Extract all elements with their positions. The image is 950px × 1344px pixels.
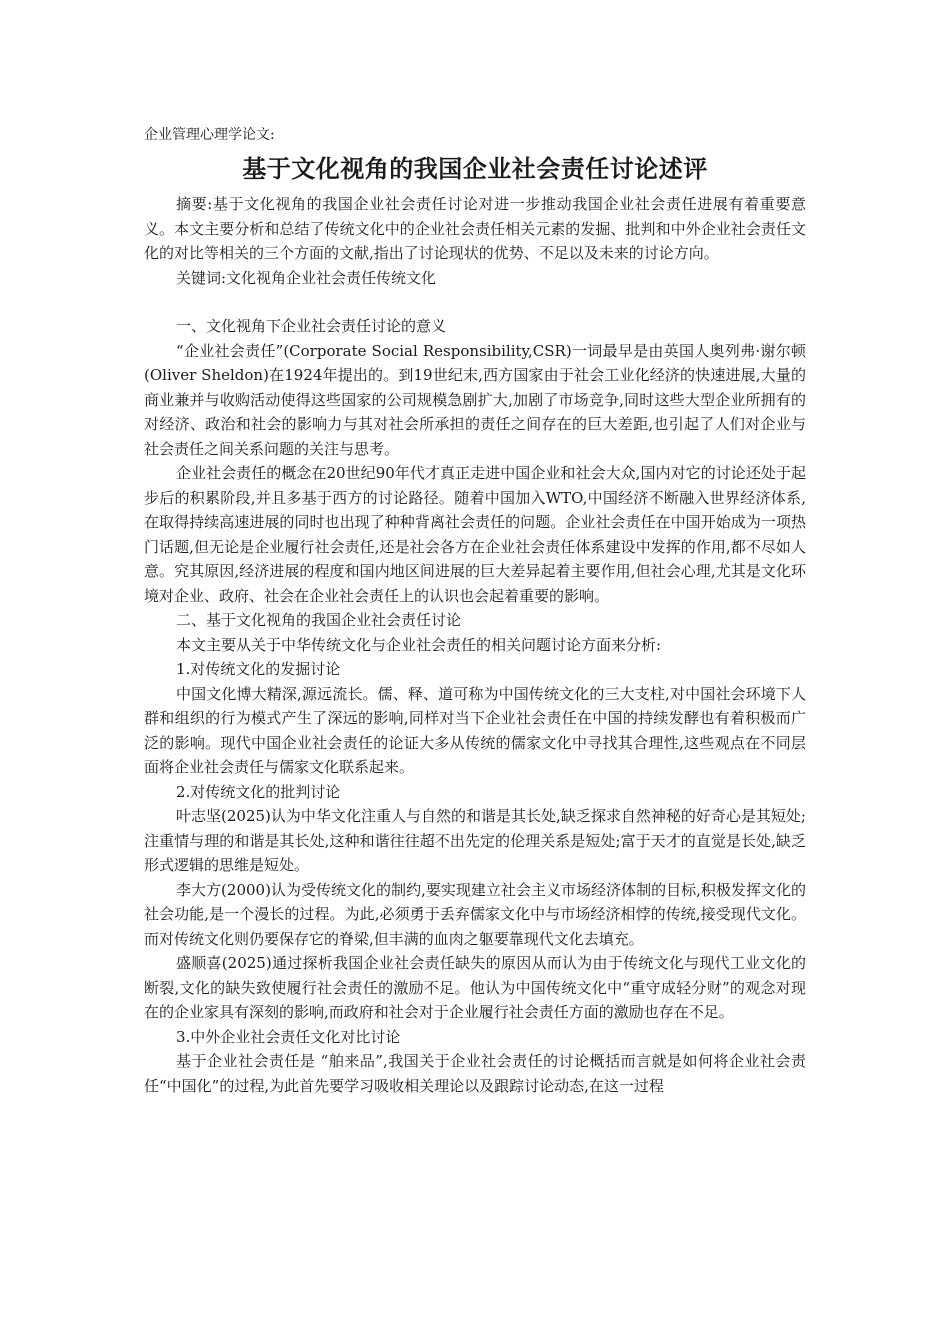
subsection-2-paragraph-3: 盛顺喜(2025)通过探析我国企业社会责任缺失的原因从而认为由于传统文化与现代工业文化的断裂,文化的缺失致使履行社会责任的激励不足。他认为中国传统文化中“重守成轻分财”的观念对现在的企业家具有深刻的影响,而政府和社会对于企业履行社会责任方面的激励也存在不足。	[144, 954, 806, 1021]
section-2-intro: 本文主要从关于中华传统文化与企业社会责任的相关问题讨论方面来分析:	[176, 635, 662, 654]
section-1-heading: 一、文化视角下企业社会责任讨论的意义	[176, 317, 447, 335]
blank-line	[144, 290, 806, 314]
section-1-paragraph-2: 企业社会责任的概念在20世纪90年代才真正走进中国企业和社会大众,国内对它的讨论还处于起步后的积累阶段,并且多基于西方的讨论路径。随着中国加入WTO,中国经济不断融入世界经济体系,在取得持续高速进展的同时也出现了种种背离社会责任的问题。企业社会责任在中国开始成为一项热门话题,但无论是企业履行社会责任,还是社会各方在企业社会责任体系建设中发挥的作用,都不尽如人意。究其原因,经济进展的程度和国内地区间进展的巨大差异起着主要作用,但社会心理,尤其是文化环境对企业、政府、社会在企业社会责任上的认识也会起着重要的影响。	[144, 464, 806, 605]
abstract-paragraph: 摘要:基于文化视角的我国企业社会责任讨论对进一步推动我国企业社会责任进展有着重要意义。本文主要分析和总结了传统文化中的企业社会责任相关元素的发掘、批判和中外企业社会责任文化的对比等相关的三个方面的文献,指出了讨论现状的优势、不足以及未来的讨论方向。	[144, 195, 806, 262]
section-1-paragraph-1: “企业社会责任”(Corporate Social Responsibility,CSR)一词最早是由英国人奥列弗·谢尔顿(Oliver Sheldon)在1924年提出的。到19世纪末,西方国家由于社会工业化经济的快速进展,大量的商业兼并与收购活动使得这些国家的公司规模急剧扩大,加剧了市场竞争,同时这些大型企业所拥有的对经济、政治和社会的影响力与其对社会所承担的责任之间存在的巨大差距,也引起了人们对企业与社会责任之间关系问题的关注与思考。	[144, 341, 806, 458]
subsection-2-paragraph-1: 叶志坚(2025)认为中华文化注重人与自然的和谐是其长处,缺乏探求自然神秘的好奇心是其短处;注重情与理的和谐是其长处,这种和谐往往超不出先定的伦理关系是短处;富于天才的直觉是长处,缺乏形式逻辑的思维是短处。	[144, 807, 806, 874]
header-label: 企业管理心理学论文:	[144, 127, 275, 143]
subsection-1-paragraph-1: 中国文化博大精深,源远流长。儒、释、道可称为中国传统文化的三大支柱,对中国社会环境下人群和组织的行为模式产生了深远的影响,同样对当下企业社会责任在中国的持续发酵也有着积极而广泛的影响。现代中国企业社会责任的论证大多从传统的儒家文化中寻找其合理性,这些观点在不同层面将企业社会责任与儒家文化联系起来。	[144, 684, 806, 776]
subsection-3-heading: 3.中外企业社会责任文化对比讨论	[176, 1027, 401, 1046]
subsection-1-heading: 1.对传统文化的发掘讨论	[176, 660, 341, 678]
keywords-line: 关键词:文化视角企业社会责任传统文化	[176, 268, 437, 287]
subsection-3-paragraph-1: 基于企业社会责任是 “舶来品”,我国关于企业社会责任的讨论概括而言就是如何将企业社会责任“中国化”的过程,为此首先要学习吸收相关理论以及跟踪讨论动态,在这一过程	[144, 1052, 806, 1095]
section-2-heading: 二、基于文化视角的我国企业社会责任讨论	[176, 611, 462, 629]
document-page	[144, 124, 806, 1098]
subsection-2-paragraph-2: 李大方(2000)认为受传统文化的制约,要实现建立社会主义市场经济体制的目标,积极发挥文化的社会功能,是一个漫长的过程。为此,必须勇于丢弃儒家文化中与市场经济相悖的传统,接受现代文化。而对传统文化则仍要保存它的脊梁,但丰满的血肉之躯要靠现代文化去填充。	[144, 880, 806, 948]
document-title: 基于文化视角的我国企业社会责任讨论述评	[242, 155, 708, 183]
subsection-2-heading: 2.对传统文化的批判讨论	[176, 782, 341, 801]
